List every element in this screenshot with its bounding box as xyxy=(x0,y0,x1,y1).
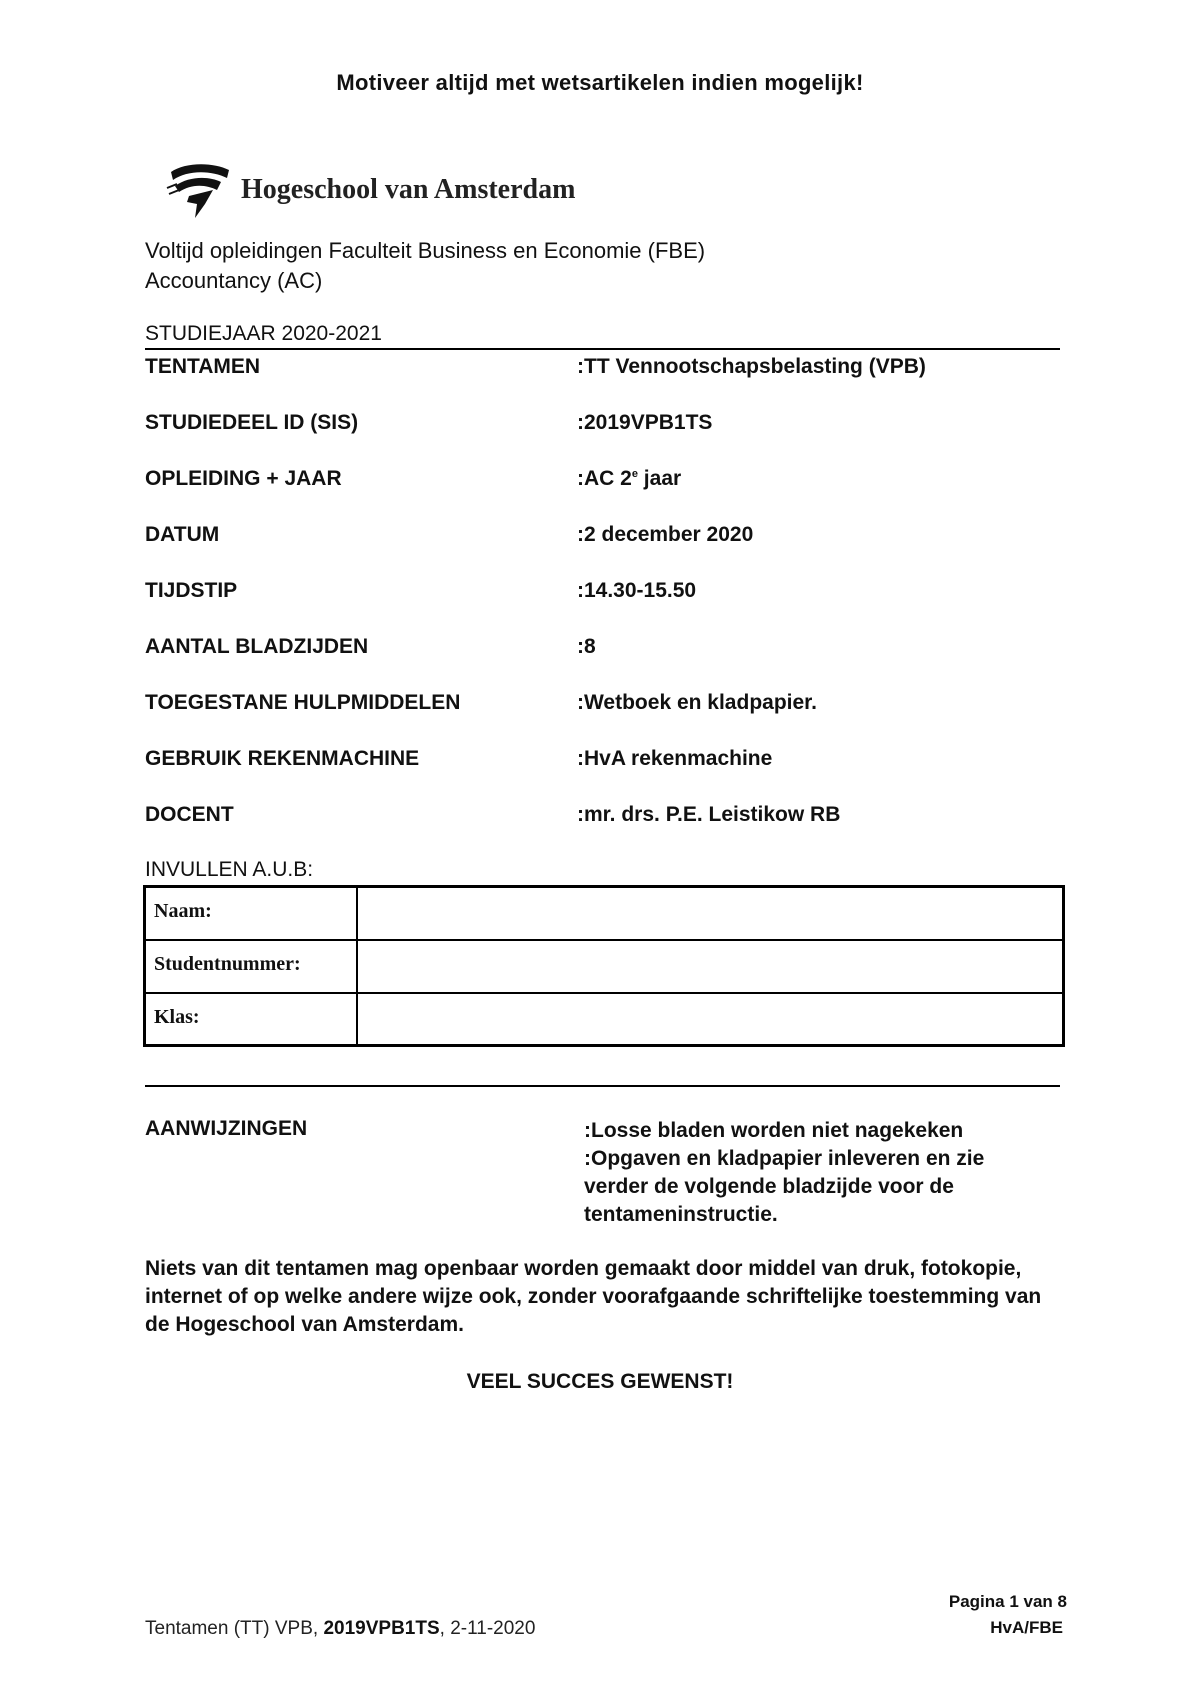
info-label: TENTAMEN xyxy=(145,355,261,378)
form-row-name xyxy=(145,887,1064,940)
form-row-class xyxy=(145,993,1064,1046)
info-value: :Wetboek en kladpapier. xyxy=(577,691,818,714)
copyright-notice: Niets van dit tentamen mag openbaar worden gemaakt door middel van druk, fotokopie, internet of op welke andere wijze ook, zonder voorafgaande schriftelijke toestemming van de Hogeschool van Amsterdam. xyxy=(145,1257,1042,1336)
info-value: :AC 2e jaar xyxy=(577,467,682,490)
instruction-line: :Opgaven en kladpapier inleveren en zie verder de volgende bladzijde voor de tentameninstructie. xyxy=(584,1147,985,1226)
info-value: :8 xyxy=(577,635,596,658)
faculty-line: Voltijd opleidingen Faculteit Business en Economie (FBE) xyxy=(145,238,706,263)
info-value: :HvA rekenmachine xyxy=(577,747,773,770)
info-value: :mr. drs. P.E. Leistikow RB xyxy=(577,803,841,826)
info-label: DATUM xyxy=(145,523,220,546)
instructions-text xyxy=(584,1117,1054,1229)
program-line: Accountancy (AC) xyxy=(145,268,323,293)
instructions-label: AANWIJZINGEN xyxy=(145,1117,308,1140)
name-field[interactable] xyxy=(357,887,1064,940)
info-label: GEBRUIK REKENMACHINE xyxy=(145,747,420,770)
page-number: Pagina 1 van 8 xyxy=(948,1592,1067,1611)
info-label: AANTAL BLADZIJDEN xyxy=(145,635,369,658)
form-label: Klas: xyxy=(145,993,357,1046)
form-row-student-number xyxy=(145,940,1064,993)
closing-message: VEEL SUCCES GEWENST! xyxy=(466,1370,734,1393)
institution-name: Hogeschool van Amsterdam xyxy=(241,174,576,205)
form-label: Naam: xyxy=(145,887,357,940)
form-title: INVULLEN A.U.B: xyxy=(145,858,314,881)
info-value: :14.30-15.50 xyxy=(577,579,697,602)
instruction-line: :Losse bladen worden niet nagekeken xyxy=(584,1119,964,1142)
info-value: :2 december 2020 xyxy=(577,523,754,546)
info-label: DOCENT xyxy=(145,803,234,826)
academic-year: STUDIEJAAR 2020-2021 xyxy=(145,322,1060,350)
footer-department: HvA/FBE xyxy=(990,1618,1063,1637)
info-value: :2019VPB1TS xyxy=(577,411,713,434)
info-label: TOEGESTANE HULPMIDDELEN xyxy=(145,691,461,714)
hva-logo xyxy=(165,160,575,220)
info-label: OPLEIDING + JAAR xyxy=(145,467,342,490)
info-label: STUDIEDEEL ID (SIS) xyxy=(145,411,359,434)
divider xyxy=(145,1085,1060,1087)
hva-logo-icon xyxy=(165,160,233,220)
student-number-field[interactable] xyxy=(357,940,1064,993)
info-value: :TT Vennootschapsbelasting (VPB) xyxy=(577,355,926,378)
form-label: Studentnummer: xyxy=(145,940,357,993)
info-label: TIJDSTIP xyxy=(145,579,238,602)
class-field[interactable] xyxy=(357,993,1064,1046)
exam-motto: Motiveer altijd met wetsartikelen indien mogelijk! xyxy=(336,70,864,95)
student-info-form xyxy=(143,885,1065,1047)
footer-exam-info: Tentamen (TT) VPB, 2019VPB1TS, 2-11-2020 xyxy=(145,1618,536,1639)
